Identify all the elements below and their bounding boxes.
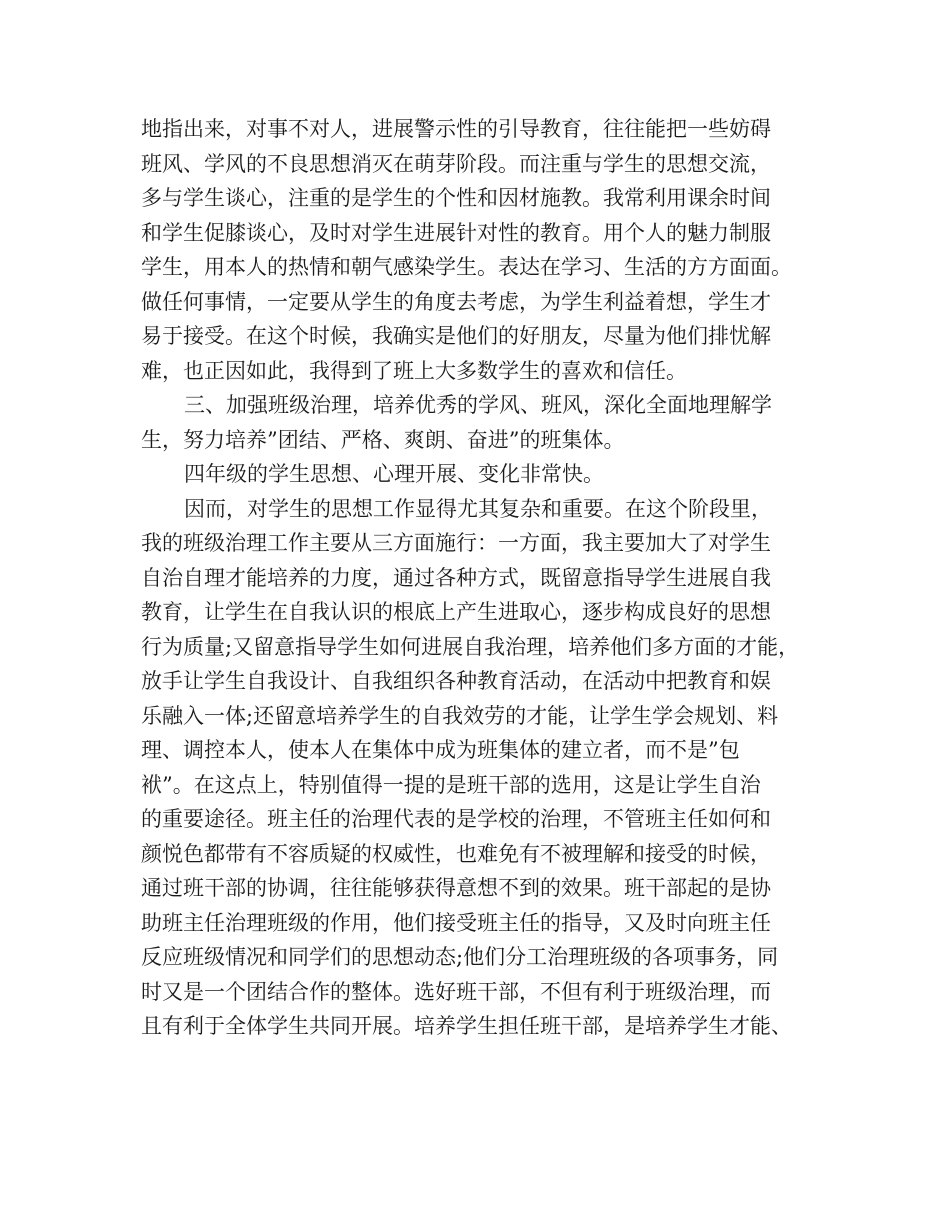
text-line: 多与学生谈心，注重的是学生的个性和因材施教。我常利用课余时间 bbox=[141, 186, 771, 210]
text-line: 易于接受。在这个时候，我确实是他们的好朋友，尽量为他们排忧解 bbox=[141, 324, 771, 348]
text-line: 自治自理才能培养的力度，通过各种方式，既留意指导学生进展自我 bbox=[141, 565, 771, 590]
text-line: 生，努力培养”团结、严格、爽朗、奋进”的班集体。 bbox=[141, 427, 625, 452]
text-line: 袱”。在这点上，特别值得一提的是班干部的选用，这是让学生自治 bbox=[141, 772, 761, 797]
text-line: 和学生促膝谈心，及时对学生进展针对性的教育。用个人的魅力制服 bbox=[141, 220, 771, 245]
text-line: 理、调控本人，使本人在集体中成为班集体的建立者，而不是”包 bbox=[141, 738, 740, 762]
text-line: 因而，对学生的思想工作显得尤其复杂和重要。在这个阶段里， bbox=[184, 496, 772, 521]
text-line: 教育，让学生在自我认识的根底上产生进取心，逐步构成良好的思想 bbox=[141, 600, 771, 624]
text-line: 且有利于全体学生共同开展。培养学生担任班干部，是培养学生才能、 bbox=[141, 1014, 792, 1038]
text-line: 颜悦色都带有不容质疑的权威性，也难免有不被理解和接受的时候， bbox=[141, 841, 771, 866]
text-line: 乐融入一体;还留意培养学生的自我效劳的才能，让学生学会规划、料 bbox=[141, 703, 779, 728]
text-line: 班风、学风的不良思想消灭在萌芽阶段。而注重与学生的思想交流， bbox=[141, 151, 771, 176]
text-line: 通过班干部的协调，往往能够获得意想不到的效果。班干部起的是协 bbox=[141, 876, 771, 900]
text-line: 三、加强班级治理，培养优秀的学风、班风，深化全面地理解学 bbox=[184, 393, 772, 417]
text-line: 的重要途径。班主任的治理代表的是学校的治理，不管班主任如何和 bbox=[141, 807, 771, 831]
text-line: 时又是一个团结合作的整体。选好班干部，不但有利于班级治理，而 bbox=[141, 979, 771, 1004]
body-text bbox=[141, 112, 841, 1044]
text-line: 地指出来，对事不对人，进展警示性的引导教育，往往能把一些妨碍 bbox=[141, 117, 771, 141]
text-line: 助班主任治理班级的作用，他们接受班主任的指导，又及时向班主任 bbox=[141, 910, 771, 935]
text-line: 反应班级情况和同学们的思想动态;他们分工治理班级的各项事务，同 bbox=[141, 945, 779, 969]
text-line: 行为质量;又留意指导学生如何进展自我治理，培养他们多方面的才能， bbox=[141, 634, 800, 659]
text-line: 难，也正因如此，我得到了班上大多数学生的喜欢和信任。 bbox=[141, 358, 687, 383]
text-line: 学生，用本人的热情和朝气感染学生。表达在学习、生活的方方面面。 bbox=[141, 255, 792, 279]
text-line: 做任何事情，一定要从学生的角度去考虑，为学生利益着想，学生才 bbox=[141, 289, 771, 314]
text-line: 四年级的学生思想、心理开展、变化非常快。 bbox=[184, 462, 604, 486]
text-line: 放手让学生自我设计、自我组织各种教育活动，在活动中把教育和娱 bbox=[141, 669, 771, 693]
text-line: 我的班级治理工作主要从三方面施行：一方面，我主要加大了对学生 bbox=[141, 531, 771, 555]
